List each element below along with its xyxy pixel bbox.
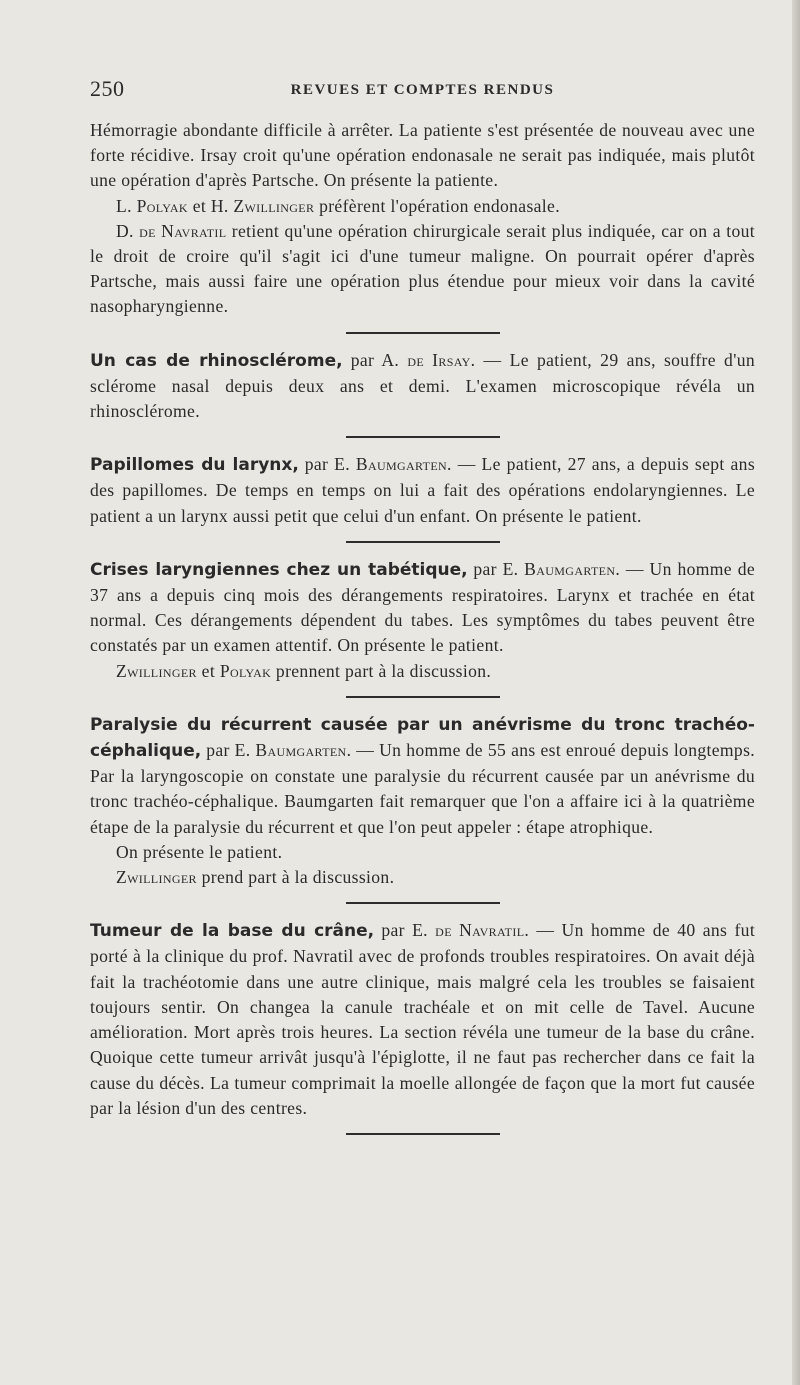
section-paralysie-recurrent [90,712,755,840]
section-body: — Un homme de 37 ans a depuis cinq mois des dérangements respiratoires. Larynx et trachée en état normal. Ces dérangements dépendent du tabes. Les symptômes du tabes peuvent être constatés par un examen attentif. On présente le patient. [90,558,755,656]
inline-text: par E. [206,740,251,761]
section-body: — Un homme de 40 ans fut porté à la clinique du prof. Navratil avec de profonds troubles respiratoires. On avait déjà fait la trachéotomie dans une autre clinique, mais malgré cela les troubles se faisaient toujours sentir. On changea la canule trachéale et on mit celle de Tavel. Aucune amélioration. Mort après trois heures. La section révéla une tumeur de la base du crâne. Quoique cette tumeur arrivât jusqu'à l'épiglotte, il ne faut pas rechercher dans ce fait la cause du décès. La tumeur comprimait la moelle allongée de façon que la mort fut causée par la lésion d'un des centres. [90,920,756,1118]
section-divider [346,436,500,438]
section-divider [346,332,500,334]
presentation-line: On présente le patient. [116,841,283,862]
section-title: Crises laryngiennes chez un tabétique, [90,559,468,580]
section-divider [346,541,500,543]
section-title: Papillomes du larynx, [90,455,299,476]
discussion-line [90,659,755,684]
section-papillomes [90,452,755,529]
discussion-line [90,865,755,890]
section-crises-laryngiennes [90,557,755,659]
author-name: de Irsay. [407,349,476,370]
section-divider [346,1133,500,1135]
page-edge-shadow [792,0,800,1385]
inline-text: préfèrent l'opération endonasale. [319,195,560,216]
section-rhinosclerome [90,348,755,425]
page-header [90,76,755,106]
inline-text: retient qu'une opération chirurgicale serait plus indiquée, car on a tout le droit de croire qu'il s'agit ici d'une tumeur maligne. On pourrait opérer d'après Partsche, mais aussi faire une opération plus étendue pour mieux voir dans la cavité nasopharyngienne. [90,220,755,317]
inline-text: par E. [381,920,428,941]
page-body [90,118,755,1149]
section-divider [346,696,500,698]
author-name: Zwillinger [233,195,315,216]
inline-text: et [201,660,216,681]
section-divider [346,902,500,904]
inline-text: par E. [304,454,350,475]
author-name: Baumgarten. [524,558,621,579]
author-name: L. Polyak [116,195,188,216]
section-body: — Le patient, 29 ans, souffre d'un sclérome nasal depuis deux ans et demi. L'examen microscopique révéla un rhinosclérome. [90,349,756,422]
author-name: Polyak [219,660,272,681]
inline-text: prennent part à la discussion. [275,660,492,681]
author-name: Baumgarten. [355,454,452,475]
section-body: — Le patient, 27 ans, a depuis sept ans des papillomes. De temps en temps on lui a fait des opérations endolaryngiennes. Le patient a un larynx aussi petit que celui d'un enfant. On présente le patient. [90,454,756,526]
intro-paragraph-polyak [90,194,755,219]
section-title: Paralysie du récurrent causée par un anévrisme du tronc trachéo-céphalique, [90,714,755,762]
section-tumeur-base-crane [90,918,755,1121]
inline-text: prend part à la discussion. [201,867,395,888]
inline-text: par E. [473,558,519,579]
page-number: 250 [90,76,125,101]
author-name: Baumgarten. [255,740,352,761]
author-name: Zwillinger [116,867,197,888]
intro-paragraph-navratil [90,219,755,320]
author-name: Zwillinger [116,660,197,681]
author-name: D. de Navratil [116,220,227,241]
inline-text: par A. [350,349,400,370]
section-title: Tumeur de la base du crâne, [90,921,375,942]
running-title: REVUES ET COMPTES RENDUS [290,82,555,98]
author-name: de Navratil. [435,920,530,941]
intro-paragraph: Hémorragie abondante difficile à arrêter. La patiente s'est présentée de nouveau avec une forte récidive. Irsay croit qu'une opération endonasale ne serait pas indiquée, mais plutôt une opération d'après Partsche. On présente la patiente. [90,120,755,191]
section-body: — Un homme de 55 ans est enroué depuis longtemps. Par la laryngoscopie on constate une paralysie du récurrent causée par un anévrisme du tronc trachéo-céphalique. Baumgarten fait remarquer que l'on a affaire ici à la quatrième étape de la paralysie du récurrent et que l'on peut appeler : étape atrophique. [90,740,756,837]
section-title: Un cas de rhinosclérome, [90,350,343,371]
inline-text: et H. [192,195,229,216]
